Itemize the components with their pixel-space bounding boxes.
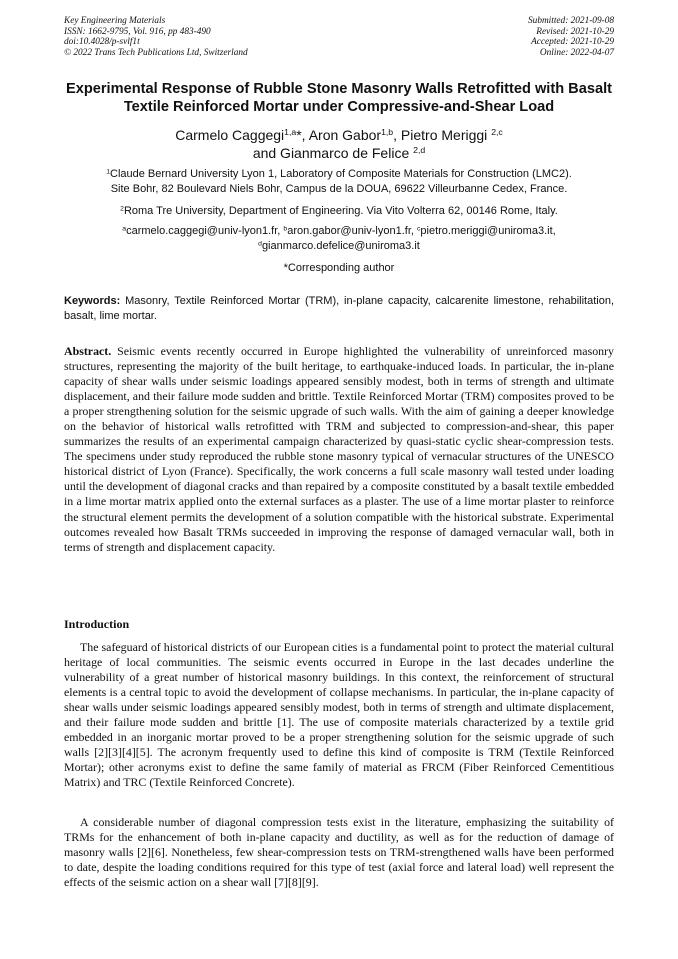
author-name: Aron Gabor [308,127,382,143]
abstract-label: Abstract. [64,344,112,358]
author-line-2 [50,144,628,162]
email-link[interactable]: carmelo.caggegi@univ-lyon1.fr, [126,225,284,237]
paper-title: Experimental Response of Rubble Stone Masonry Walls Retrofitted with Basalt Textile Reinforced Mortar under Compressive-and-Shear Load [65,81,612,115]
abstract [64,344,614,555]
author-line-1 [50,126,628,144]
date-accepted: Accepted: 2021-10-29 [531,37,614,48]
author-affiliation-sup: 2,d [413,145,426,156]
author-affiliation-sup: 1,b [381,127,394,138]
author-affiliation-sup: 2,c [491,127,503,138]
section-heading-introduction: Introduction [64,617,130,631]
date-online: Online: 2022-04-07 [539,47,614,58]
author-separator: , [393,127,401,143]
keywords-text: Masonry, Textile Reinforced Mortar (TRM), in-plane capacity, calcarenite limestone, rehabilitation, basalt, lime mortar. [64,295,614,322]
journal-name: Key Engineering Materials [64,16,166,26]
email-sup: a [122,225,127,233]
keywords-label: Keywords: [64,295,121,307]
author-list [50,126,628,162]
email-sup: c [417,225,421,233]
author-emails [50,224,628,254]
keywords [64,294,614,323]
abstract-text: Seismic events recently occurred in Europe highlighted the vulnerability of unreinforced masonry structures, representing the majority of the built heritage, to earthquake-induced loads. In particular, the in-plane capacity of shear walls under seismic loadings appeared sensibly modest, both in terms of strength and ultimate displacement, and their failure mode sudden and brittle. Textile Reinforced Mortar (TRM) composites proved to be a proper strengthening solution for the seismic upgrade of such walls. With the aim of gaining a deeper knowledge on the behavior of historical walls retrofitted with TRM and subjected to compression-and-shear, this paper summarizes the results of an experimental campaign characterized by quasi-static cyclic shear-compression tests. The specimens under study reproduced the rubble stone masonry typical of vernacular structures of the UNESCO historical district of Lyon (France). Specifically, the work concerns a full scale masonry wall tested under loading until the development of diagonal cracks and than repaired by a composite constituted by a basalt textile embedded in a lime mortar matrix applied onto the external surfaces as a plaster. The use of a lime mortar plaster to reinforce the structural element permits the development of a solution compatible with the historical substrate. Experimental outcomes revealed how Basalt TRMs succeeded in improving the response of damaged vernacular wall, both in terms of strength and displacement capacity. [64,344,614,554]
introduction-paragraph-1: The safeguard of historical districts of our European cities is a fundamental point to protect the material cultural heritage of local communities. The seismic events occurred in Europe in the last decades underline the vulnerability of a great number of historical masonry buildings. In this context, the reinforcement of structural elements is a central topic to avoid the development of collapse mechanisms. In particular, the in-plane capacity of shear walls under seismic loadings appeared sensibly modest, both in terms of strength and ultimate displacement, and their failure mode sudden and brittle [1]. The use of composite materials characterized by a textile grid embedded in an inorganic mortar proved to be a proper strengthening solution for the seismic upgrade of such walls [2][3][4][5]. The acronym frequently used to define this kind of composite is TRM (Textile Reinforced Mortar); other acronyms exist to define the same family of material as FRCM (Fiber Reinforced Cementitious Matrix) and TRC (Textile Reinforced Concrete). [64,640,614,790]
date-submitted: Submitted: 2021-09-08 [528,16,614,26]
affiliation-text: Claude Bernard University Lyon 1, Laboratory of Composite Materials for Construction (LMC2). [110,168,572,180]
affiliation-2 [50,204,628,219]
journal-copyright: © 2022 Trans Tech Publications Ltd, Switzerland [64,47,248,58]
affiliation-1 [50,167,628,197]
journal-doi: doi:10.4028/p-svlf1t [64,37,140,48]
corresponding-author-note: *Corresponding author [283,262,395,274]
affiliation-sup: 2 [120,205,124,213]
corresponding-mark: *, [296,127,309,143]
email-link[interactable]: aron.gabor@univ-lyon1.fr, [287,225,417,237]
affiliation-text: Site Bohr, 82 Boulevard Niels Bohr, Campus de la DOUA, 69622 Villeurbanne Cedex, France. [110,183,568,195]
journal-issn: ISSN: 1662-9795, Vol. 916, pp 483-490 [64,26,211,37]
submission-dates [528,16,614,58]
date-revised: Revised: 2021-10-29 [536,26,614,37]
author-name: Pietro Meriggi [400,127,492,143]
affiliation-text: Roma Tre University, Department of Engineering. Via Vito Volterra 62, 00146 Rome, Italy. [123,205,558,217]
introduction-paragraph-2: A considerable number of diagonal compression tests exist in the literature, emphasizing the suitability of TRMs for the enhancement of both in-plane capacity and ductility, as well as for the reduction of damage of masonry walls [2][6]. Nonetheless, few shear-compression tests on TRM-strengthened walls have been performed to date, despite the loading conditions required for this type of test (axial force and lateral load) well represent the effects of the seismic action on a shear wall [7][8][9]. [64,815,614,890]
author-name: and Gianmarco de Felice [252,145,414,161]
email-link[interactable]: gianmarco.defelice@uniroma3.it [261,240,420,252]
email-sup: b [283,225,288,233]
email-link[interactable]: pietro.meriggi@uniroma3.it, [420,225,556,237]
journal-info [64,16,248,58]
author-name: Carmelo Caggegi [175,127,285,143]
email-sup: d [258,240,262,248]
author-affiliation-sup: 1,a [284,127,297,138]
affiliation-sup: 1 [106,168,110,176]
